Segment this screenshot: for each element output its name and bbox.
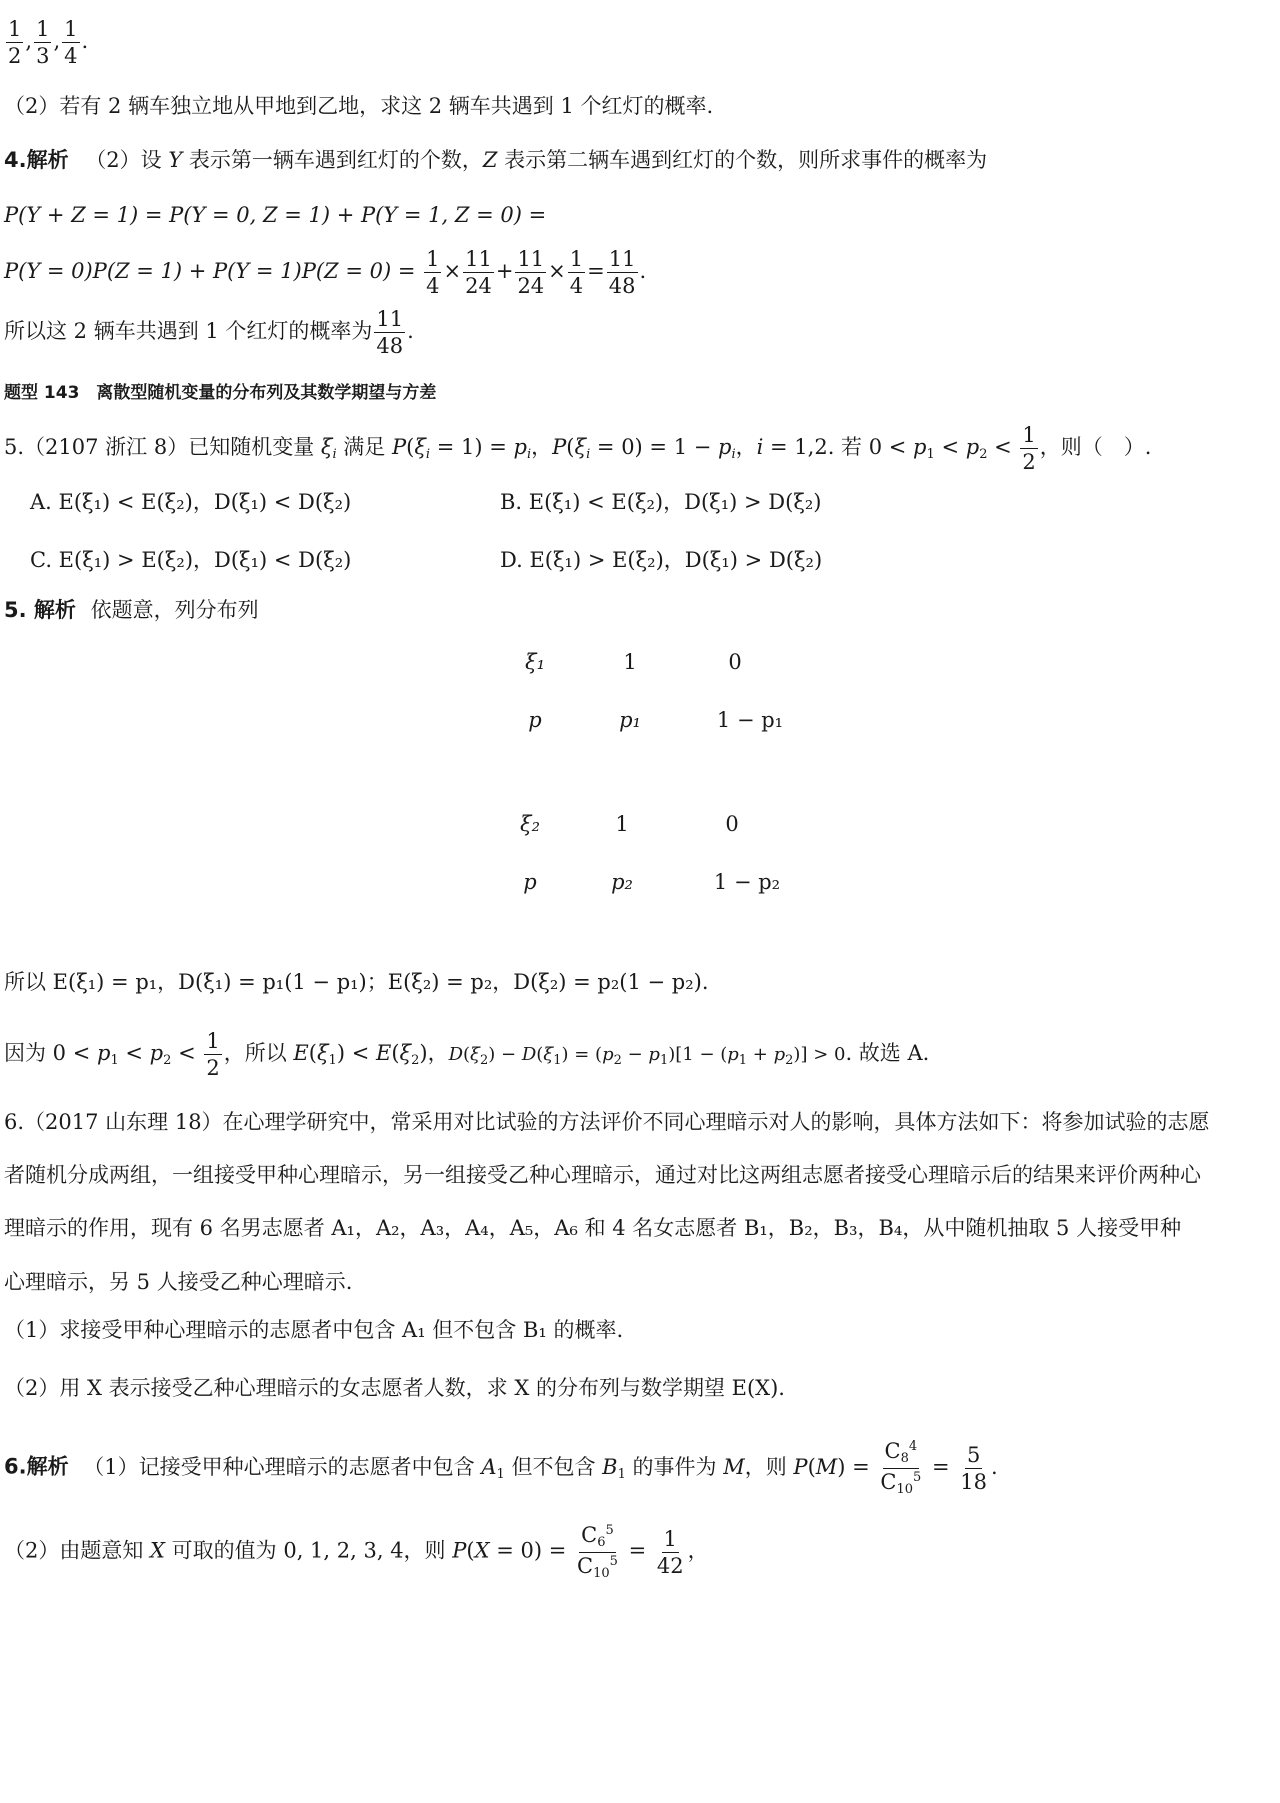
topic-heading: 题型 143 离散型随机变量的分布列及其数学期望与方差 [4, 383, 437, 403]
table2-row-p2: p₂ [611, 870, 633, 894]
solution-4-intro [4, 150, 987, 171]
result-5: 所以 E(ξ₁) = p₁，D(ξ₁) = p₁(1 − p₁)；E(ξ₂) = p₂，D(ξ₂) = p₂(1 − p₂). [4, 970, 709, 994]
table2-row-1-p2: 1 − p₂ [713, 870, 781, 894]
question-6-line-4: 心理暗示，另 5 人接受乙种心理暗示. [4, 1270, 353, 1294]
question-6-line-3: 理暗示的作用，现有 6 名男志愿者 A₁，A₂，A₃，A₄，A₅，A₆ 和 4 名女志愿者 B₁，B₂，B₃，B₄，从中随机抽取 5 人接受甲种 [4, 1216, 1182, 1240]
solution-label: 4.解析 [4, 148, 69, 172]
table2-header-var: ξ₂ [520, 812, 540, 836]
solution-4-text: （2）设 Y 表示第一辆车遇到红灯的个数，Z 表示第二辆车遇到红灯的个数，则所求事件的概率为 [85, 148, 988, 172]
question-6-line-1: 6.（2017 山东理 18）在心理学研究中，常采用对比试验的方法评价不同心理暗示对人的影响，具体方法如下：将参加试验的志愿 [4, 1110, 1210, 1134]
equation-2: P(Y = 0)P(Z = 1) + P(Y = 1)P(Z = 0) = $\frac{1}{4}$ × $\frac{11}{24}$ + $\frac{11}{24}$ × $\frac{1}{4}$ = $\frac{11}{48}$ . [4, 247, 647, 299]
conclusion-4: 所以这 2 辆车共遇到 1 个红灯的概率为 $\frac{11}{48}$ . [4, 307, 414, 359]
question-4-part-2: （2）若有 2 辆车独立地从甲地到乙地，求这 2 辆车共遇到 1 个红灯的概率. [4, 94, 714, 118]
table1-row-p1: p₁ [619, 708, 641, 732]
table2-header-1: 1 [615, 812, 629, 836]
question-6-sub-1: （1）求接受甲种心理暗示的志愿者中包含 A₁ 但不包含 B₁ 的概率. [4, 1318, 624, 1342]
option-b: B. E(ξ₁) < E(ξ₂)，D(ξ₁) > D(ξ₂) [500, 490, 822, 514]
table1-header-var: ξ₁ [525, 650, 545, 674]
solution-6-part-1: 6.解析 （1）记接受甲种心理暗示的志愿者中包含 $A_1$ 但不包含 $B_1$ 的事件为 M，则 P(M) = $\frac{C_8^4}{C_{10}^5}$ = $\frac{5}{18}$ . [4, 1439, 998, 1497]
table2-header-0: 0 [725, 812, 739, 836]
table1-row-1-p1: 1 − p₁ [716, 708, 784, 732]
question-6-sub-2: （2）用 X 表示接受乙种心理暗示的女志愿者人数，求 X 的分布列与数学期望 E(X). [4, 1376, 785, 1400]
because-5: 因为 $0 < p_1 < p_2$ < $\frac{1}{2}$ ，所以 $E(\xi_1) < E(\xi_2)$，$D(\xi_2) - D(\xi_1) = (p_2 - p_1)[1 - (p_1 + p_2)] > 0$. 故选 A. [4, 1029, 930, 1081]
solution-5-intro: 5. 解析 依题意，列分布列 [4, 598, 259, 622]
solution-6-part-2: （2）由题意知 X 可取的值为 0, 1, 2, 3, 4，则 P(X = 0) = $\frac{C_6^5}{C_{10}^5}$ = $\frac{1}{42}$ ， [4, 1523, 709, 1581]
option-a: A. E(ξ₁) < E(ξ₂)，D(ξ₁) < D(ξ₂) [30, 490, 352, 514]
equation-1: P(Y + Z = 1) = P(Y = 0, Z = 1) + P(Y = 1, Z = 0) = [4, 203, 547, 227]
option-d: D. E(ξ₁) > E(ξ₂)，D(ξ₁) > D(ξ₂) [500, 548, 823, 572]
table1-header-0: 0 [728, 650, 742, 674]
top-fractions: $\frac{1}{2}$ , $\frac{1}{3}$ , $\frac{1}{4}$ . [8, 17, 89, 69]
table2-row-p: p [523, 870, 537, 894]
table1-header-1: 1 [623, 650, 637, 674]
question-6-line-2: 者随机分成两组，一组接受甲种心理暗示，另一组接受乙种心理暗示，通过对比这两组志愿者接受心理暗示后的结果来评价两种心 [4, 1163, 1201, 1187]
question-5: 5.（2107 浙江 8）已知随机变量 $\xi_i$ 满足 $P(\xi_i = 1) = p_i$，$P(\xi_i = 0) = 1 - p_i$，i = 1,2. 若 $0 < p_1 < p_2$ < $\frac{1}{2}$ ，则（ ）. [4, 423, 1152, 475]
table1-row-p: p [528, 708, 542, 732]
option-c: C. E(ξ₁) > E(ξ₂)，D(ξ₁) < D(ξ₂) [30, 548, 352, 572]
